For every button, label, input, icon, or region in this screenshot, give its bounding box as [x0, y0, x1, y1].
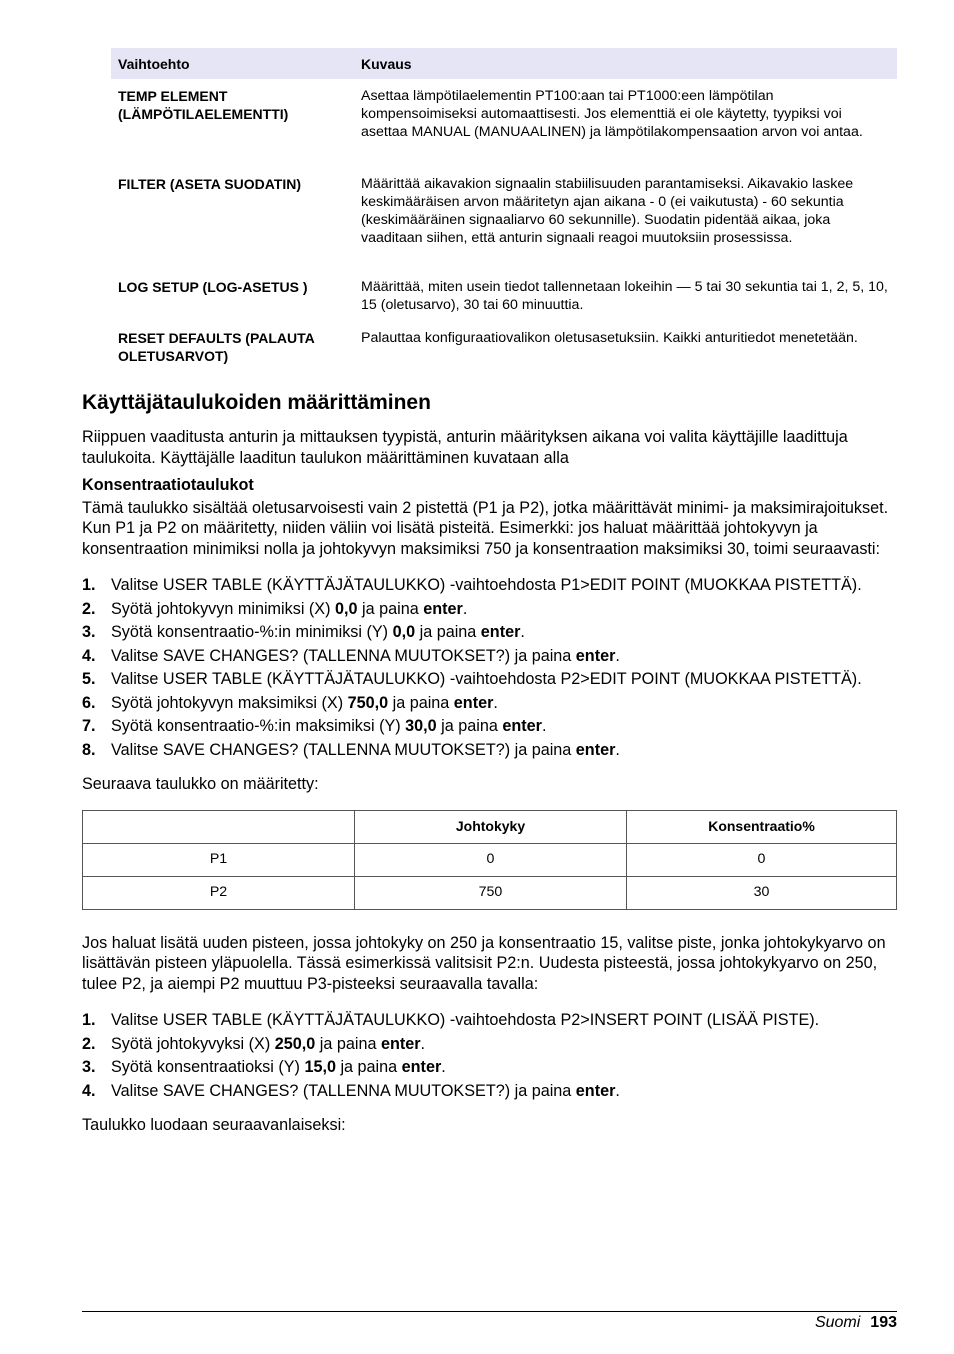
step-text: . — [615, 1081, 620, 1100]
conductivity-cell: 750 — [355, 876, 627, 909]
list-item — [82, 740, 897, 761]
step-number: 6. — [82, 693, 96, 712]
list-item — [82, 575, 897, 596]
steps-list-2 — [82, 1010, 897, 1101]
header-conductivity: Johtokyky — [355, 810, 627, 843]
step-text: Syötä johtokyvyn maksimiksi (X) — [111, 693, 348, 712]
step-text: . — [520, 623, 525, 641]
header-concentration: Konsentraatio% — [627, 810, 897, 843]
step-key: enter — [380, 1034, 421, 1053]
option-name: FILTER (ASETA SUODATIN) — [118, 176, 302, 192]
following-label: Seuraava taulukko on määritetty: — [82, 775, 319, 793]
page-number: 193 — [870, 1314, 897, 1331]
footer-language: Suomi — [814, 1314, 861, 1331]
list-item — [82, 1081, 897, 1102]
section-title: Käyttäjätaulukoiden määrittäminen — [82, 391, 431, 414]
step-text: Syötä johtokyvyn minimiksi (X) — [111, 599, 335, 618]
step-number: 1. — [82, 576, 96, 594]
main-content — [82, 390, 897, 1136]
step-key: enter — [575, 740, 616, 759]
table-row — [111, 323, 897, 369]
step-text: Syötä konsentraatio-%:in minimiksi (Y) — [111, 623, 393, 641]
step-value: 250,0 — [274, 1034, 316, 1053]
subsection-title: Konsentraatiotaulukot — [82, 476, 254, 494]
list-item — [82, 1034, 897, 1055]
step-key: enter — [453, 693, 494, 712]
steps-list-1 — [82, 575, 897, 760]
table-row — [83, 843, 897, 876]
step-text: ja paina — [436, 717, 503, 735]
table-row — [111, 79, 897, 169]
paragraph: Tämä taulukko sisältää oletusarvoisesti vain 2 pistettä (P1 ja P2), jotka määrittävät minimi- ja maksimirajoitukset. Kun P1 ja P2 on määritetty, niiden väliin voi lisätä pisteitä. Esimerkki: jos haluat määrittää johtokyvyn ja konsentraation minimiksi nolla ja johtokyvyn maksimiksi 750 ja konsentraation maksimiksi 30, toimi seuraavasti: — [82, 498, 889, 558]
step-key: enter — [502, 717, 542, 735]
option-description: Palauttaa konfiguraatiovalikon oletusasetuksiin. Kaikki anturitiedot menetetään. — [361, 330, 858, 346]
step-key: enter — [575, 646, 616, 665]
step-text: Syötä johtokyvyksi (X) — [111, 1034, 275, 1053]
closing-paragraph: Taulukko luodaan seuraavanlaiseksi: — [82, 1116, 346, 1134]
page-footer — [815, 1313, 897, 1333]
table-row — [111, 169, 897, 272]
option-name: RESET DEFAULTS (PALAUTA OLETUSARVOT) — [118, 330, 315, 364]
conductivity-cell: 0 — [355, 843, 627, 876]
value-table — [82, 810, 897, 910]
list-item — [82, 1010, 897, 1031]
point-cell: P1 — [83, 843, 355, 876]
table-row — [111, 272, 897, 323]
step-number: 3. — [82, 1058, 96, 1076]
step-text: ja paina — [388, 693, 454, 712]
list-item — [82, 622, 897, 643]
step-number: 4. — [82, 1081, 96, 1100]
step-text: ja paina — [315, 1034, 381, 1053]
step-number: 8. — [82, 740, 96, 759]
list-item — [82, 716, 897, 737]
step-text: Valitse SAVE CHANGES? (TALLENNA MUUTOKSET?) ja paina — [111, 1081, 576, 1100]
step-number: 7. — [82, 717, 96, 735]
step-key: enter — [423, 599, 463, 618]
step-text: . — [541, 717, 547, 735]
step-text: . — [420, 1034, 426, 1053]
table-row — [83, 876, 897, 909]
paragraph: Jos haluat lisätä uuden pisteen, jossa johtokyky on 250 ja konsentraatio 15, valitse piste, jonka johtokykyarvo on lisättävän pisteen yläpuolella. Tässä esimerkissä valitsisit P2:n. Uudesta pisteestä, jossa johtokykyarvo on 250, tulee P2, ja aiempi P2 muuttuu P3-pisteeksi seuraavalla tavalla: — [82, 933, 886, 993]
footer-divider — [82, 1311, 897, 1312]
option-description: Asettaa lämpötilaelementin PT100:aan tai PT1000:een lämpötilan kompensoimiseksi automaattisesti. Jos elementtiä ei ole käytetty, tyypiksi voi asettaa MANUAL (MANUAALINEN) ja lämpötilakompensaation arvon voi antaa. — [361, 88, 863, 140]
list-item — [82, 1057, 897, 1078]
step-number: 4. — [82, 646, 96, 665]
step-value: 15,0 — [304, 1058, 336, 1076]
step-number: 2. — [82, 1034, 96, 1053]
header-point — [83, 810, 355, 843]
step-number: 3. — [82, 623, 96, 641]
step-key: enter — [401, 1058, 442, 1076]
step-text: . — [615, 646, 620, 665]
point-cell: P2 — [83, 876, 355, 909]
header-option: Vaihtoehto — [111, 48, 354, 79]
list-item — [82, 669, 897, 690]
option-name: TEMP ELEMENT (LÄMPÖTILAELEMENTTI) — [118, 88, 289, 122]
option-name: LOG SETUP (LOG-ASETUS ) — [118, 279, 308, 295]
step-value: 750,0 — [347, 693, 389, 712]
step-text: Syötä konsentraatioksi (Y) — [111, 1058, 305, 1076]
concentration-cell: 0 — [627, 843, 897, 876]
step-text: Valitse SAVE CHANGES? (TALLENNA MUUTOKSET?) ja paina — [111, 646, 576, 665]
step-text: Valitse USER TABLE (KÄYTTÄJÄTAULUKKO) -vaihtoehdosta P1>EDIT POINT (MUOKKAA PISTETTÄ). — [111, 576, 862, 594]
header-description: Kuvaus — [354, 48, 897, 79]
step-text: ja paina — [415, 623, 481, 641]
concentration-cell: 30 — [627, 876, 897, 909]
step-text: . — [615, 740, 620, 759]
step-text: Valitse USER TABLE (KÄYTTÄJÄTAULUKKO) -vaihtoehdosta P2>INSERT POINT (LISÄÄ PISTE). — [111, 1011, 820, 1029]
step-text: . — [493, 693, 498, 712]
step-value: 30,0 — [405, 717, 437, 735]
step-key: enter — [480, 623, 521, 641]
step-text: Syötä konsentraatio-%:in maksimiksi (Y) — [111, 717, 406, 735]
step-text: ja paina — [335, 1058, 402, 1076]
value-table-header — [83, 810, 897, 843]
step-number: 5. — [82, 670, 96, 688]
step-key: enter — [575, 1081, 616, 1100]
options-table — [111, 48, 897, 369]
option-description: Määrittää aikavakion signaalin stabiilisuuden parantamiseksi. Aikavakio laskee keskimääräisen arvon määritetyn ajan aikana - 0 (ei vaikutusta) - 60 sekuntia (keskimääräinen signaaliarvo 60 sekunnille). Suodatin pidentää aikaa, joka vaaditaan siihen, että anturin signaali reagoi muutoksiin prosessissa. — [361, 176, 854, 246]
step-number: 2. — [82, 599, 96, 618]
step-text: ja paina — [357, 599, 424, 618]
list-item — [82, 693, 897, 714]
step-text: . — [462, 599, 468, 618]
step-value: 0,0 — [392, 623, 416, 641]
step-number: 1. — [82, 1011, 96, 1029]
step-value: 0,0 — [335, 599, 358, 618]
step-text: Valitse USER TABLE (KÄYTTÄJÄTAULUKKO) -vaihtoehdosta P2>EDIT POINT (MUOKKAA PISTETTÄ). — [111, 670, 862, 688]
list-item — [82, 646, 897, 667]
options-table-header — [111, 48, 897, 79]
option-description: Määrittää, miten usein tiedot tallennetaan lokeihin — 5 tai 30 sekuntia tai 1, 2, 5, 10, 15 (oletusarvo), 30 tai 60 minuuttia. — [361, 279, 888, 313]
step-text: Valitse SAVE CHANGES? (TALLENNA MUUTOKSET?) ja paina — [111, 740, 576, 759]
step-text: . — [441, 1058, 446, 1076]
intro-paragraph: Riippuen vaaditusta anturin ja mittauksen tyypistä, anturin määrityksen aikana voi valita käyttäjille laadittuja taulukoita. Käyttäjälle laaditun taulukon määrittäminen kuvataan alla — [82, 428, 848, 467]
list-item — [82, 599, 897, 620]
